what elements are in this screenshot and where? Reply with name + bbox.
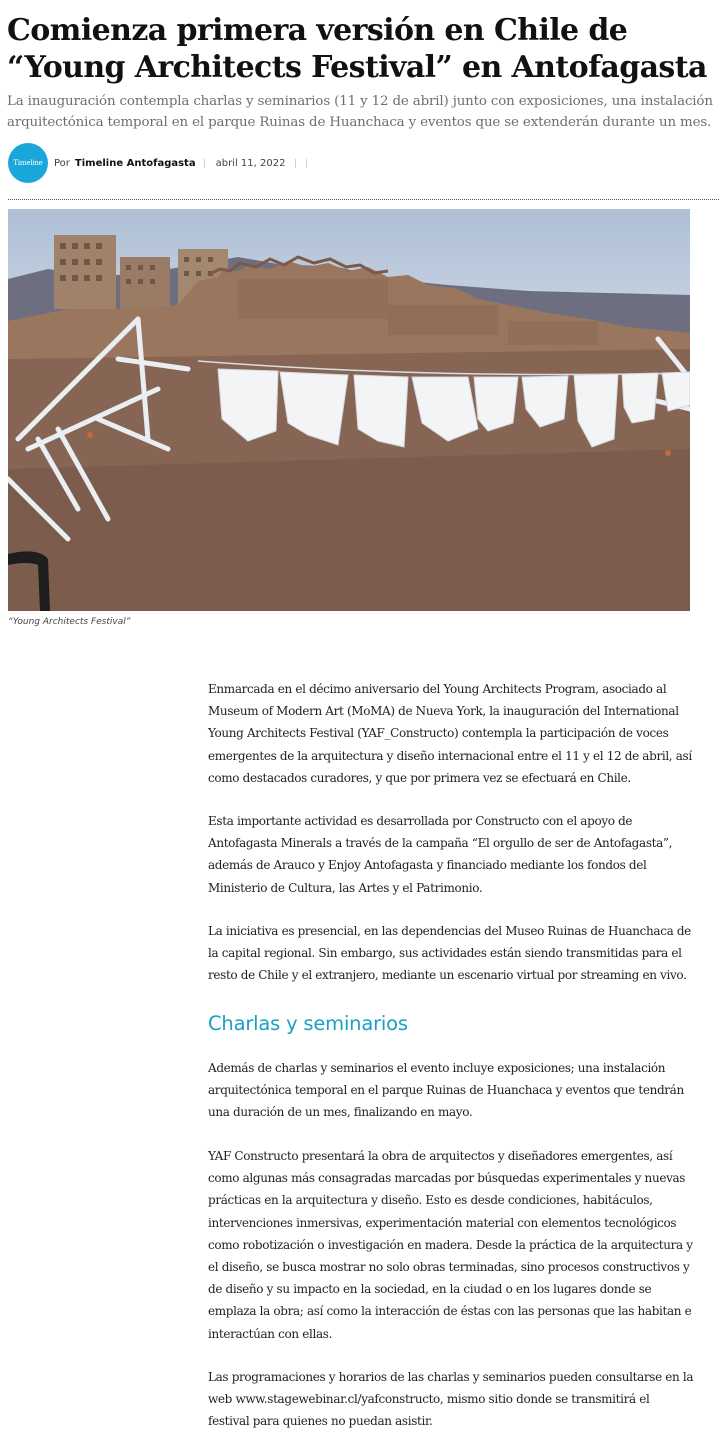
- article-subtitle: La inauguración contempla charlas y seminarios (11 y 12 de abril) junto con exposiciones, una instalación arquitectónica temporal en el parque Ruinas de Huanchaca y eventos que se extenderán durante un mes.: [7, 94, 713, 130]
- paragraph: Las programaciones y horarios de las charlas y seminarios pueden consultarse en la web www.stagewebinar.cl/yafconstructo, mismo sitio donde se transmitirá el festival para quienes no puedan asistir.: [208, 1370, 694, 1429]
- article-title: Comienza primera versión en Chile de “Young Architects Festival” en Antofagasta: [7, 13, 707, 85]
- paragraph: Además de charlas y seminarios el evento incluye exposiciones; una instalación arquitectónica temporal en el parque Ruinas de Huanchaca y eventos que tendrán una duración de un mes, finalizando en mayo.: [208, 1061, 684, 1120]
- article-body: [208, 1145, 694, 1345]
- meta-separator: [306, 159, 307, 168]
- header-divider: [8, 199, 719, 200]
- section-heading: Charlas y seminarios: [208, 1012, 408, 1035]
- author-avatar[interactable]: [8, 143, 48, 183]
- meta-separator: [295, 159, 296, 168]
- article-body: [208, 678, 694, 789]
- by-label: Por: [54, 157, 70, 169]
- publish-date: abril 11, 2022: [215, 157, 286, 169]
- article-image[interactable]: [8, 209, 690, 611]
- article-body: [208, 810, 694, 899]
- article-body: [208, 1366, 694, 1433]
- article-body: [208, 920, 694, 987]
- paragraph: Enmarcada en el décimo aniversario del Young Architects Program, asociado al Museum of Modern Art (MoMA) de Nueva York, la inauguración del International Young Architects Festival (YAF_Constructo) contempla la participación de voces emergentes de la arquitectura y diseño internacional entre el 11 y el 12 de abril, así como destacados curadores, y que por primera vez se efectuará en Chile.: [208, 682, 692, 785]
- article-body: [208, 1057, 694, 1124]
- paragraph: La iniciativa es presencial, en las dependencias del Museo Ruinas de Huanchaca de la capital regional. Sin embargo, sus actividades están siendo transmitidas para el resto de Chile y el extranjero, mediante un escenario virtual por streaming en vivo.: [208, 924, 691, 983]
- paragraph: YAF Constructo presentará la obra de arquitectos y diseñadores emergentes, así como algunas más consagradas marcadas por búsquedas experimentales y nuevas prácticas en la arquitectura y diseño. Esto es desde condiciones, habitáculos, intervenciones inmersivas, experimentación material con elementos tecnológicos como robotización o investigación en madera. Desde la práctica de la arquitectura y el diseño, se busca mostrar no solo obras terminadas, sino procesos constructivos y de diseño y su impacto en la sociedad, en la ciudad o en los lugares donde se emplaza la obra; así como la interacción de éstas con las personas que las habitan e interactúan con ellas.: [208, 1149, 693, 1341]
- festival-photo: [8, 209, 690, 611]
- article-meta: [8, 143, 713, 183]
- paragraph: Esta importante actividad es desarrollada por Constructo con el apoyo de Antofagasta Minerals a través de la campaña “El orgullo de ser de Antofagasta”, además de Arauco y Enjoy Antofagasta y financiado mediante los fondos del Ministerio de Cultura, las Artes y el Patrimonio.: [208, 814, 673, 895]
- author-link[interactable]: Timeline Antofagasta: [74, 157, 196, 169]
- author-avatar-text: Timeline: [13, 159, 43, 167]
- meta-separator: [204, 159, 205, 168]
- image-caption: “Young Architects Festival”: [8, 617, 131, 627]
- section: [208, 1012, 694, 1035]
